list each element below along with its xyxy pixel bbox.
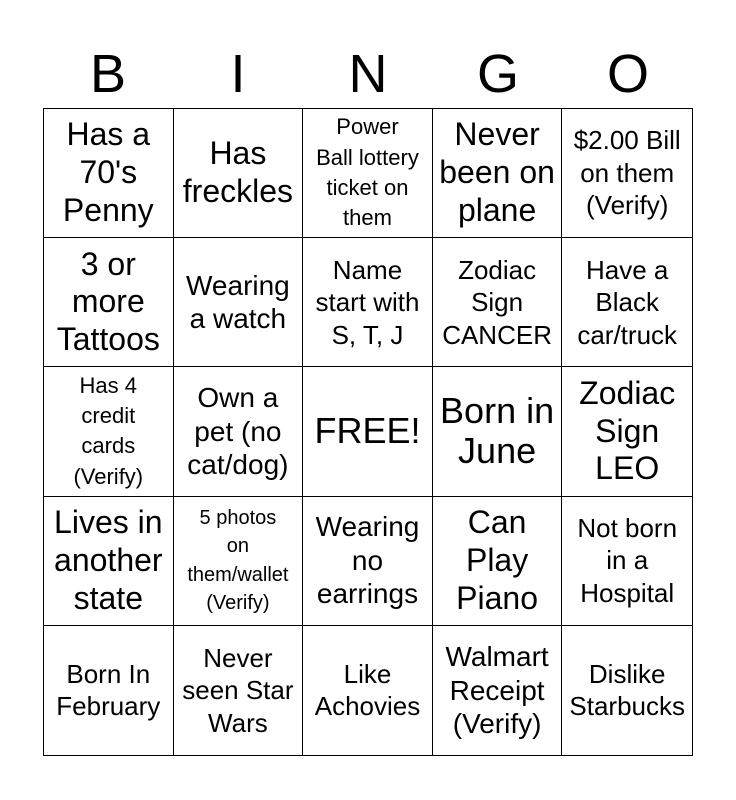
bingo-cell-r2c4[interactable]: Zodiac Sign CANCER	[433, 238, 563, 367]
bingo-cell-r5c3[interactable]: Like Achovies	[303, 626, 433, 755]
bingo-cell-r3c5[interactable]: Zodiac Sign LEO	[562, 367, 692, 496]
header-letter-g: G	[476, 44, 519, 104]
bingo-cell-r2c1[interactable]: 3 or more Tattoos	[44, 238, 174, 367]
header-letter-i: I	[230, 44, 246, 104]
bingo-board	[43, 108, 693, 756]
bingo-cell-r4c2[interactable]: 5 photos on them/wallet (Verify)	[174, 497, 304, 626]
bingo-cell-r3c2[interactable]: Own a pet (no cat/dog)	[174, 367, 304, 496]
bingo-cell-r1c4[interactable]: Never been on plane	[433, 109, 563, 238]
bingo-cell-r1c5[interactable]: $2.00 Bill on them (Verify)	[562, 109, 692, 238]
bingo-cell-r4c3[interactable]: Wearing no earrings	[303, 497, 433, 626]
header-letter-b: B	[89, 44, 127, 104]
bingo-cell-r4c1[interactable]: Lives in another state	[44, 497, 174, 626]
bingo-cell-r5c1[interactable]: Born In February	[44, 626, 174, 755]
bingo-cell-r2c3[interactable]: Name start with S, T, J	[303, 238, 433, 367]
bingo-cell-free[interactable]: FREE!	[303, 367, 433, 496]
header-letter-o: O	[606, 44, 649, 104]
bingo-cell-r1c2[interactable]: Has freckles	[174, 109, 304, 238]
bingo-cell-r5c2[interactable]: Never seen Star Wars	[174, 626, 304, 755]
bingo-cell-r5c4[interactable]: Walmart Receipt (Verify)	[433, 626, 563, 755]
bingo-cell-r2c2[interactable]: Wearing a watch	[174, 238, 304, 367]
bingo-cell-r1c1[interactable]: Has a 70's Penny	[44, 109, 174, 238]
bingo-cell-r2c5[interactable]: Have a Black car/truck	[562, 238, 692, 367]
bingo-cell-r3c1[interactable]: Has 4 credit cards (Verify)	[44, 367, 174, 496]
header-letter-n: N	[348, 44, 388, 104]
bingo-header	[43, 42, 693, 106]
bingo-cell-r5c5[interactable]: Dislike Starbucks	[569, 658, 685, 722]
bingo-cell-r1c3[interactable]: Power Ball lottery ticket on them	[303, 109, 433, 238]
bingo-cell-r4c5[interactable]: Not born in a Hospital	[562, 497, 692, 626]
bingo-cell-r3c4[interactable]: Born in June	[433, 367, 563, 496]
bingo-cell-r4c4[interactable]: Can Play Piano	[433, 497, 563, 626]
